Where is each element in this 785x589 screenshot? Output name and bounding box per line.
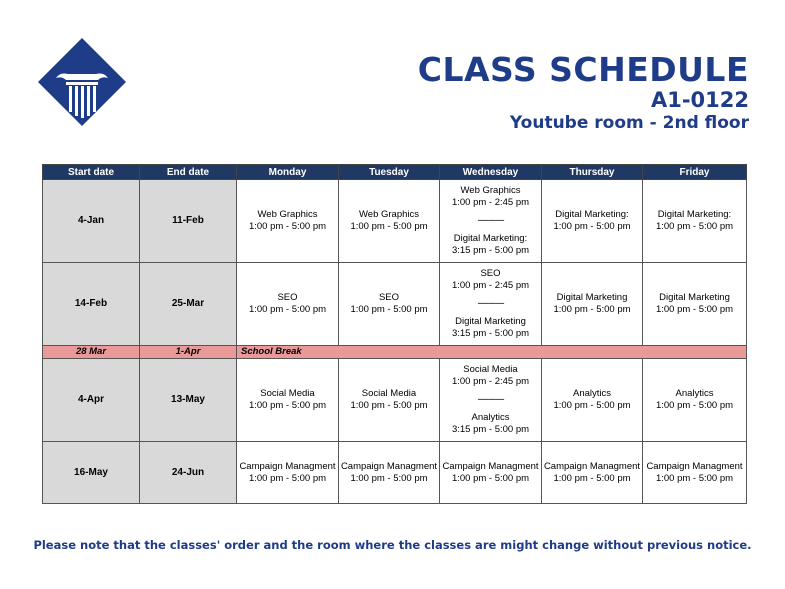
course-time: 3:15 pm - 5:00 pm bbox=[451, 245, 530, 256]
course-time: 1:00 pm - 5:00 pm bbox=[350, 221, 428, 232]
schedule-table bbox=[42, 164, 747, 504]
break-label: School Break bbox=[237, 346, 747, 359]
course-time: 1:00 pm - 5:00 pm bbox=[655, 472, 734, 484]
end-date-cell: 24-Jun bbox=[140, 442, 237, 504]
room-label: Youtube room - 2nd floor bbox=[509, 113, 749, 133]
tuesday-cell bbox=[339, 442, 440, 504]
class-code: A1-0122 bbox=[650, 88, 749, 112]
thursday-cell bbox=[542, 359, 643, 442]
col-header-wednesday: Wednesday bbox=[440, 165, 542, 180]
monday-cell bbox=[237, 442, 339, 504]
course-name: SEO bbox=[277, 292, 298, 303]
course-name: Digital Marketing bbox=[556, 292, 628, 303]
course-time: 1:00 pm - 5:00 pm bbox=[248, 472, 327, 484]
course-time: 1:00 pm - 5:00 pm bbox=[553, 304, 631, 315]
course-name: Analytics bbox=[675, 388, 714, 399]
course-time: 1:00 pm - 5:00 pm bbox=[655, 221, 734, 232]
wednesday-cell bbox=[440, 263, 542, 346]
title-block bbox=[418, 52, 749, 134]
start-date-cell: 4-Apr bbox=[43, 359, 140, 442]
end-date-cell: 11-Feb bbox=[140, 180, 237, 263]
start-date-cell: 4-Jan bbox=[43, 180, 140, 263]
course-name: Digital Marketing bbox=[455, 316, 526, 327]
course-time: 1:00 pm - 5:00 pm bbox=[553, 221, 631, 232]
thursday-cell bbox=[542, 180, 643, 263]
wednesday-cell bbox=[440, 442, 542, 504]
end-date-cell: 25-Mar bbox=[140, 263, 237, 346]
end-date-cell: 13-May bbox=[140, 359, 237, 442]
friday-cell bbox=[643, 442, 747, 504]
col-header-monday: Monday bbox=[237, 165, 339, 180]
footer-note: Please note that the classes' order and the room where the classes are might change without previous notice. bbox=[33, 538, 752, 552]
course-name: Digital Marketing: bbox=[453, 233, 528, 244]
start-date-cell: 14-Feb bbox=[43, 263, 140, 346]
course-time: 1:00 pm - 5:00 pm bbox=[553, 400, 631, 411]
course-time: 1:00 pm - 5:00 pm bbox=[655, 304, 734, 315]
tuesday-cell bbox=[339, 359, 440, 442]
break-end-date: 1-Apr bbox=[140, 346, 237, 359]
start-date-cell: 16-May bbox=[43, 442, 140, 504]
thursday-cell bbox=[542, 263, 643, 346]
course-time: 1:00 pm - 5:00 pm bbox=[553, 472, 631, 484]
separator: ------------ bbox=[477, 298, 504, 309]
course-time: 3:15 pm - 5:00 pm bbox=[451, 328, 530, 339]
course-name: Campaign Managment bbox=[239, 460, 336, 472]
table-row bbox=[43, 263, 747, 346]
monday-cell bbox=[237, 180, 339, 263]
course-time: 1:00 pm - 2:45 pm bbox=[451, 376, 530, 387]
break-start-date: 28 Mar bbox=[43, 346, 140, 359]
thursday-cell bbox=[542, 442, 643, 504]
col-header-friday: Friday bbox=[643, 165, 747, 180]
course-name: Analytics bbox=[572, 388, 611, 399]
table-row bbox=[43, 180, 747, 263]
separator: ------------ bbox=[477, 215, 504, 226]
wednesday-cell bbox=[440, 359, 542, 442]
col-header-start-date: Start date bbox=[43, 165, 140, 180]
course-time: 1:00 pm - 5:00 pm bbox=[655, 400, 734, 411]
course-name: SEO bbox=[378, 292, 400, 303]
wednesday-cell bbox=[440, 180, 542, 263]
table-row bbox=[43, 442, 747, 504]
course-name: Campaign Managment bbox=[646, 460, 743, 472]
course-time: 1:00 pm - 5:00 pm bbox=[350, 304, 428, 315]
course-time: 1:00 pm - 5:00 pm bbox=[350, 472, 428, 484]
course-time: 3:15 pm - 5:00 pm bbox=[451, 424, 530, 435]
col-header-thursday: Thursday bbox=[542, 165, 643, 180]
course-name: Web Graphics bbox=[358, 209, 419, 220]
col-header-end-date: End date bbox=[140, 165, 237, 180]
course-name: Social Media bbox=[260, 388, 315, 399]
pillar-icon bbox=[38, 38, 126, 126]
monday-cell bbox=[237, 359, 339, 442]
page-title: CLASS SCHEDULE bbox=[417, 50, 749, 89]
monday-cell bbox=[237, 263, 339, 346]
tuesday-cell bbox=[339, 180, 440, 263]
course-name: Campaign Managment bbox=[340, 460, 438, 472]
friday-cell bbox=[643, 359, 747, 442]
course-time: 1:00 pm - 5:00 pm bbox=[248, 304, 327, 315]
course-name: Digital Marketing: bbox=[657, 209, 732, 220]
course-name: Digital Marketing bbox=[659, 292, 730, 303]
course-time: 1:00 pm - 2:45 pm bbox=[451, 280, 530, 291]
course-name: Web Graphics bbox=[257, 209, 318, 220]
separator: ------------ bbox=[477, 394, 504, 405]
course-name: SEO bbox=[480, 268, 501, 279]
col-header-tuesday: Tuesday bbox=[339, 165, 440, 180]
course-name: Social Media bbox=[361, 388, 417, 399]
break-row bbox=[43, 346, 747, 359]
course-time: 1:00 pm - 5:00 pm bbox=[451, 472, 530, 484]
tuesday-cell bbox=[339, 263, 440, 346]
course-time: 1:00 pm - 5:00 pm bbox=[248, 221, 327, 232]
course-name: Campaign Managment bbox=[442, 460, 539, 472]
friday-cell bbox=[643, 263, 747, 346]
course-name: Social Media bbox=[463, 364, 518, 375]
course-name: Campaign Managment bbox=[543, 460, 641, 472]
course-name: Web Graphics bbox=[460, 185, 521, 196]
course-name: Analytics bbox=[471, 412, 510, 423]
course-name: Digital Marketing: bbox=[555, 209, 629, 220]
friday-cell bbox=[643, 180, 747, 263]
table-row bbox=[43, 359, 747, 442]
logo bbox=[38, 38, 126, 126]
course-time: 1:00 pm - 5:00 pm bbox=[350, 400, 428, 411]
table-header-row bbox=[43, 165, 747, 180]
course-time: 1:00 pm - 5:00 pm bbox=[248, 400, 327, 411]
course-time: 1:00 pm - 2:45 pm bbox=[451, 197, 530, 208]
